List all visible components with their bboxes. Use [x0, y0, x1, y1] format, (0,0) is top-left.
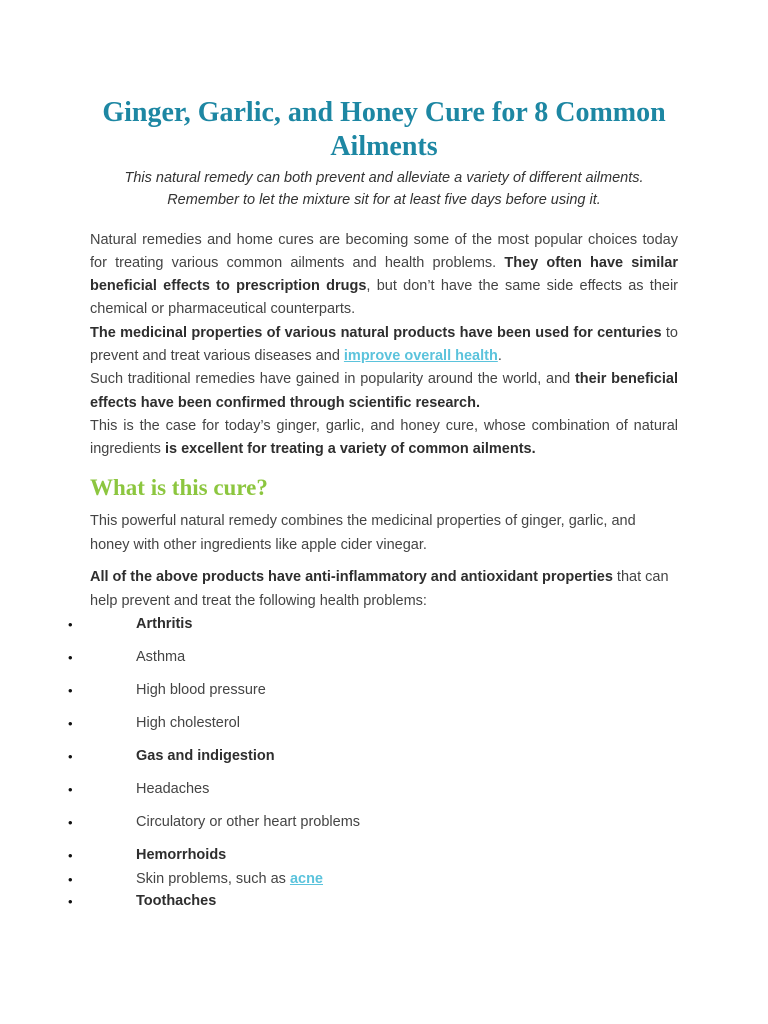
list-item-label: Hemorrhoids [136, 847, 227, 864]
acne-link[interactable]: acne [289, 871, 323, 888]
list-item-label: Asthma [136, 649, 186, 666]
list-item-label: Arthritis [136, 616, 193, 633]
article-body [68, 229, 679, 914]
list-item [68, 745, 678, 768]
list-item [68, 811, 678, 834]
emphasis-text: The medicinal properties of various natural products have been used for centuries [90, 324, 662, 341]
bullet-icon: • [68, 683, 73, 699]
bullet-icon: • [68, 617, 73, 633]
paragraph-text: Natural remedies and home cures are becoming some of the most popular choices today for treating various common ailments and health problems. [90, 231, 678, 271]
list-item-label: High cholesterol [136, 715, 240, 732]
conditions-list [68, 613, 678, 913]
page-title: Ginger, Garlic, and Honey Cure for 8 Common Ailments [102, 97, 666, 162]
list-item [68, 613, 678, 636]
section-heading: What is this cure? [90, 474, 268, 500]
emphasis-text: All of the above products have anti-inflammatory and antioxidant properties [90, 569, 613, 586]
list-item [68, 646, 678, 669]
bullet-icon: • [68, 894, 73, 910]
bullet-icon: • [68, 749, 73, 765]
list-item-label: Skin problems, such as [136, 871, 290, 888]
list-item [68, 844, 678, 867]
emphasis-text: their beneficial effects have been confirmed through scientific research. [90, 371, 678, 411]
article-subtitle: This natural remedy can both prevent and alleviate a variety of different ailments. Remember to let the mixture sit for at least five days before using it. [124, 170, 644, 208]
paragraph-text: . [497, 347, 502, 364]
bullet-icon: • [68, 848, 73, 864]
emphasis-text: They often have similar beneficial effects to prescription drugs [90, 254, 678, 295]
bullet-icon: • [68, 872, 73, 888]
paragraph-text: that can help prevent and treat the following health problems: [90, 569, 669, 609]
bullet-icon: • [68, 782, 73, 798]
list-item-label: Toothaches [136, 893, 217, 910]
list-item [68, 778, 678, 801]
intro-section [90, 229, 678, 462]
paragraph-text: , but don’t have the same side effects as their chemical or pharmaceutical counterparts. [90, 278, 679, 318]
bullet-icon: • [68, 815, 73, 831]
list-item [68, 712, 678, 735]
paragraph-text: This is the case for today’s ginger, garlic, and honey cure, whose combination of natural ingredients [90, 417, 678, 458]
bullet-icon: • [68, 716, 73, 732]
list-item-label: Circulatory or other heart problems [136, 814, 361, 831]
list-item [68, 679, 678, 702]
intro-paragraph [90, 229, 678, 322]
section-paragraph [90, 566, 678, 613]
list-item [68, 890, 678, 913]
list-item-label: Headaches [136, 781, 210, 798]
improve-overall-health-link[interactable]: improve overall health [343, 347, 498, 364]
bullet-icon: • [68, 650, 73, 666]
section-paragraph: This powerful natural remedy combines the medicinal properties of ginger, garlic, and honey with other ingredients like apple cider vinegar. [90, 513, 636, 553]
intro-paragraph [90, 322, 678, 369]
list-item-label: High blood pressure [136, 682, 266, 699]
intro-paragraph [90, 415, 678, 462]
emphasis-text: is excellent for treating a variety of common ailments. [164, 441, 536, 458]
intro-paragraph [90, 368, 678, 415]
paragraph-text: to prevent and treat various diseases and [90, 324, 679, 364]
paragraph-text: Such traditional remedies have gained in popularity around the world, and [90, 371, 575, 388]
list-item [68, 868, 678, 891]
list-item-label: Gas and indigestion [136, 748, 275, 765]
